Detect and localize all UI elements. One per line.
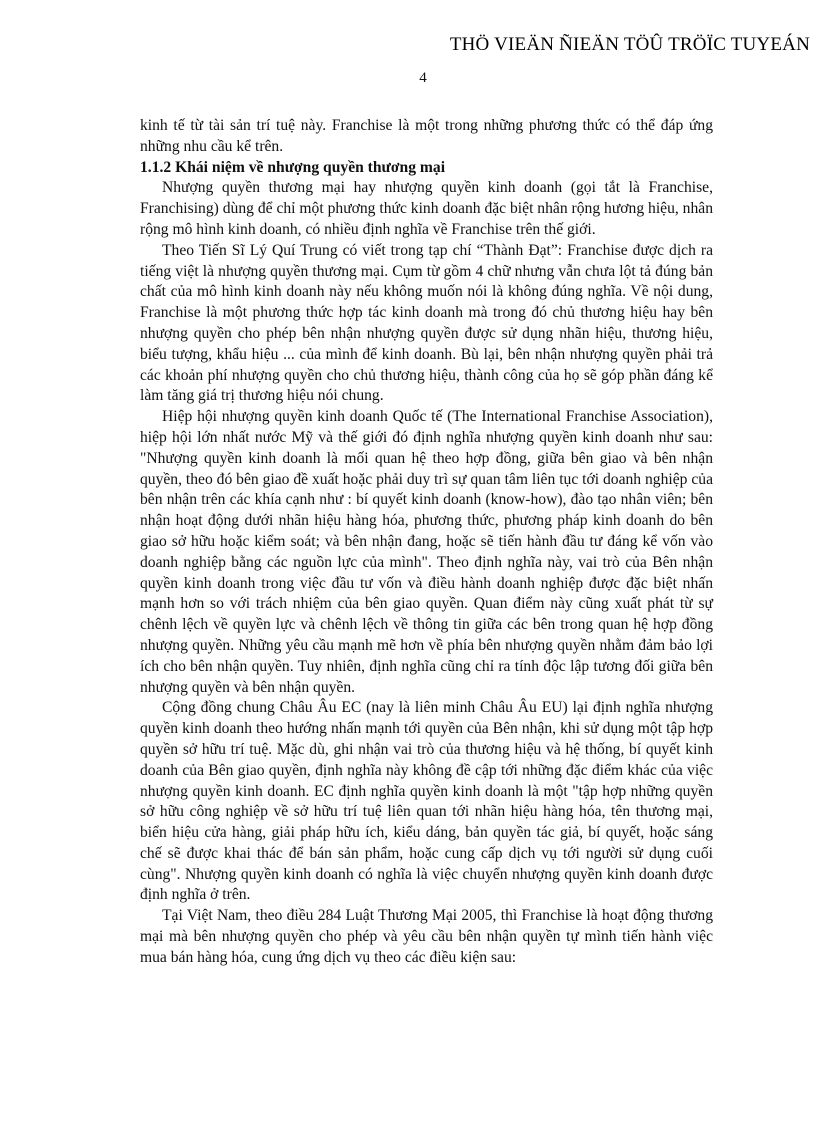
paragraph-ly-qui-trung: Theo Tiến Sĩ Lý Quí Trung có viết trong tạp chí “Thành Đạt”: Franchise được dịch ra tiếng việt là nhượng quyền thương mại. Cụm từ gồm 4 chữ nhưng vẫn chưa lột tả đúng bản chất của mô hình kinh doanh này nếu không muốn nói là không đúng nghĩa. Về nội dung, Franchise là một phương thức hợp tác kinh doanh mà trong đó chủ thương hiệu hay bên nhượng quyền cho phép bên nhận nhượng quyền được sử dụng nhãn hiệu, thương hiệu, biểu tượng, khẩu hiệu ... của mình để kinh doanh. Bù lại, bên nhận nhượng quyền phải trả các khoản phí nhượng quyền cho chủ thương hiệu, thành công của họ sẽ góp phần đáng kể làm tăng giá trị thương hiệu nói chung. <box>140 241 713 405</box>
section-heading: 1.1.2 Khái niệm về nhượng quyền thương mại <box>140 158 446 176</box>
paragraph-vietnam-law: Tại Việt Nam, theo điều 284 Luật Thương Mại 2005, thì Franchise là hoạt động thương mại mà bên nhượng quyền cho phép và yêu cầu bên nhận quyền tự mình tiến hành việc mua bán hàng hóa, cung ứng dịch vụ theo các điều kiện sau: <box>140 907 713 966</box>
paragraph-ec-definition: Cộng đồng chung Châu Âu EC (nay là liên minh Châu Âu EU) lại định nghĩa nhượng quyền kinh doanh theo hướng nhấn mạnh tới quyền của Bên nhận, khi sử dụng một tập hợp quyền sở hữu trí tuệ. Mặc dù, ghi nhận vai trò của thương hiệu và hệ thống, bí quyết kinh doanh của Bên giao quyền, định nghĩa này không đề cập tới những đặc điểm khác của việc nhượng quyền kinh doanh. EC định nghĩa quyền kinh doanh là một "tập hợp những quyền sở hữu công nghiệp về sở hữu trí tuệ liên quan tới nhãn hiệu hàng hóa, tên thương mại, biển hiệu cửa hàng, giải pháp hữu ích, kiểu dáng, bản quyền tác giả, bí quyết, hoặc sáng chế sẽ được khai thác để bán sản phẩm, hoặc cung cấp dịch vụ tới người sử dụng cuối cùng". Nhượng quyền kinh doanh có nghĩa là việc chuyển nhượng quyền kinh doanh được định nghĩa ở trên. <box>140 699 713 904</box>
library-header-title: THÖ VIEÄN ÑIEÄN TÖÛ TRÖÏC TUYEÁN <box>449 34 810 55</box>
paragraph-ifa-definition: Hiệp hội nhượng quyền kinh doanh Quốc tế (The International Franchise Association), hiệp hội lớn nhất nước Mỹ và thế giới đó định nghĩa nhượng quyền kinh doanh như sau: "Nhượng quyền kinh doanh là mối quan hệ theo hợp đồng, giữa bên giao và bên nhận quyền, theo đó bên giao đề xuất hoặc phải duy trì sự quan tâm liên tục tới doanh nghiệp của bên nhận trên các khía cạnh như : bí quyết kinh doanh (know-how), đào tạo nhân viên; bên nhận hoạt động dưới nhãn hiệu hàng hóa, phương thức, phương pháp kinh doanh do bên giao sở hữu hoặc kiểm soát; và bên nhận đang, hoặc sẽ tiến hành đầu tư đáng kể vốn vào doanh nghiệp bằng các nguồn lực của mình". Theo định nghĩa này, vai trò của Bên nhận quyền kinh doanh trong việc đầu tư vốn và điều hành doanh nghiệp được đặc biệt nhấn mạnh hơn so với trách nhiệm của bên giao quyền. Quan điểm này cũng xuất phát từ sự chênh lệch về quyền lực và chênh lệch về thông tin giữa các bên trong quan hệ hợp đồng nhượng quyền. Những yêu cầu mạnh mẽ hơn về phía bên nhượng quyền nhằm đảm bảo lợi ích cho bên nhận quyền. Tuy nhiên, định nghĩa cũng chỉ ra tính độc lập tương đối giữa bên nhượng quyền và bên nhận quyền. <box>140 408 713 696</box>
intro-paragraph: kinh tế từ tài sản trí tuệ này. Franchise là một trong những phương thức có thể đáp ứng những nhu cầu kể trên. <box>140 117 713 155</box>
document-body <box>140 116 713 969</box>
paragraph-definition-overview: Nhượng quyền thương mại hay nhượng quyền kinh doanh (gọi tắt là Franchise, Franchising) dùng để chỉ một phương thức kinh doanh đặc biệt nhân rộng hương hiệu, nhân rộng mô hình kinh doanh, có nhiều định nghĩa về Franchise trên thế giới. <box>140 179 713 238</box>
page-number: 4 <box>419 70 427 86</box>
